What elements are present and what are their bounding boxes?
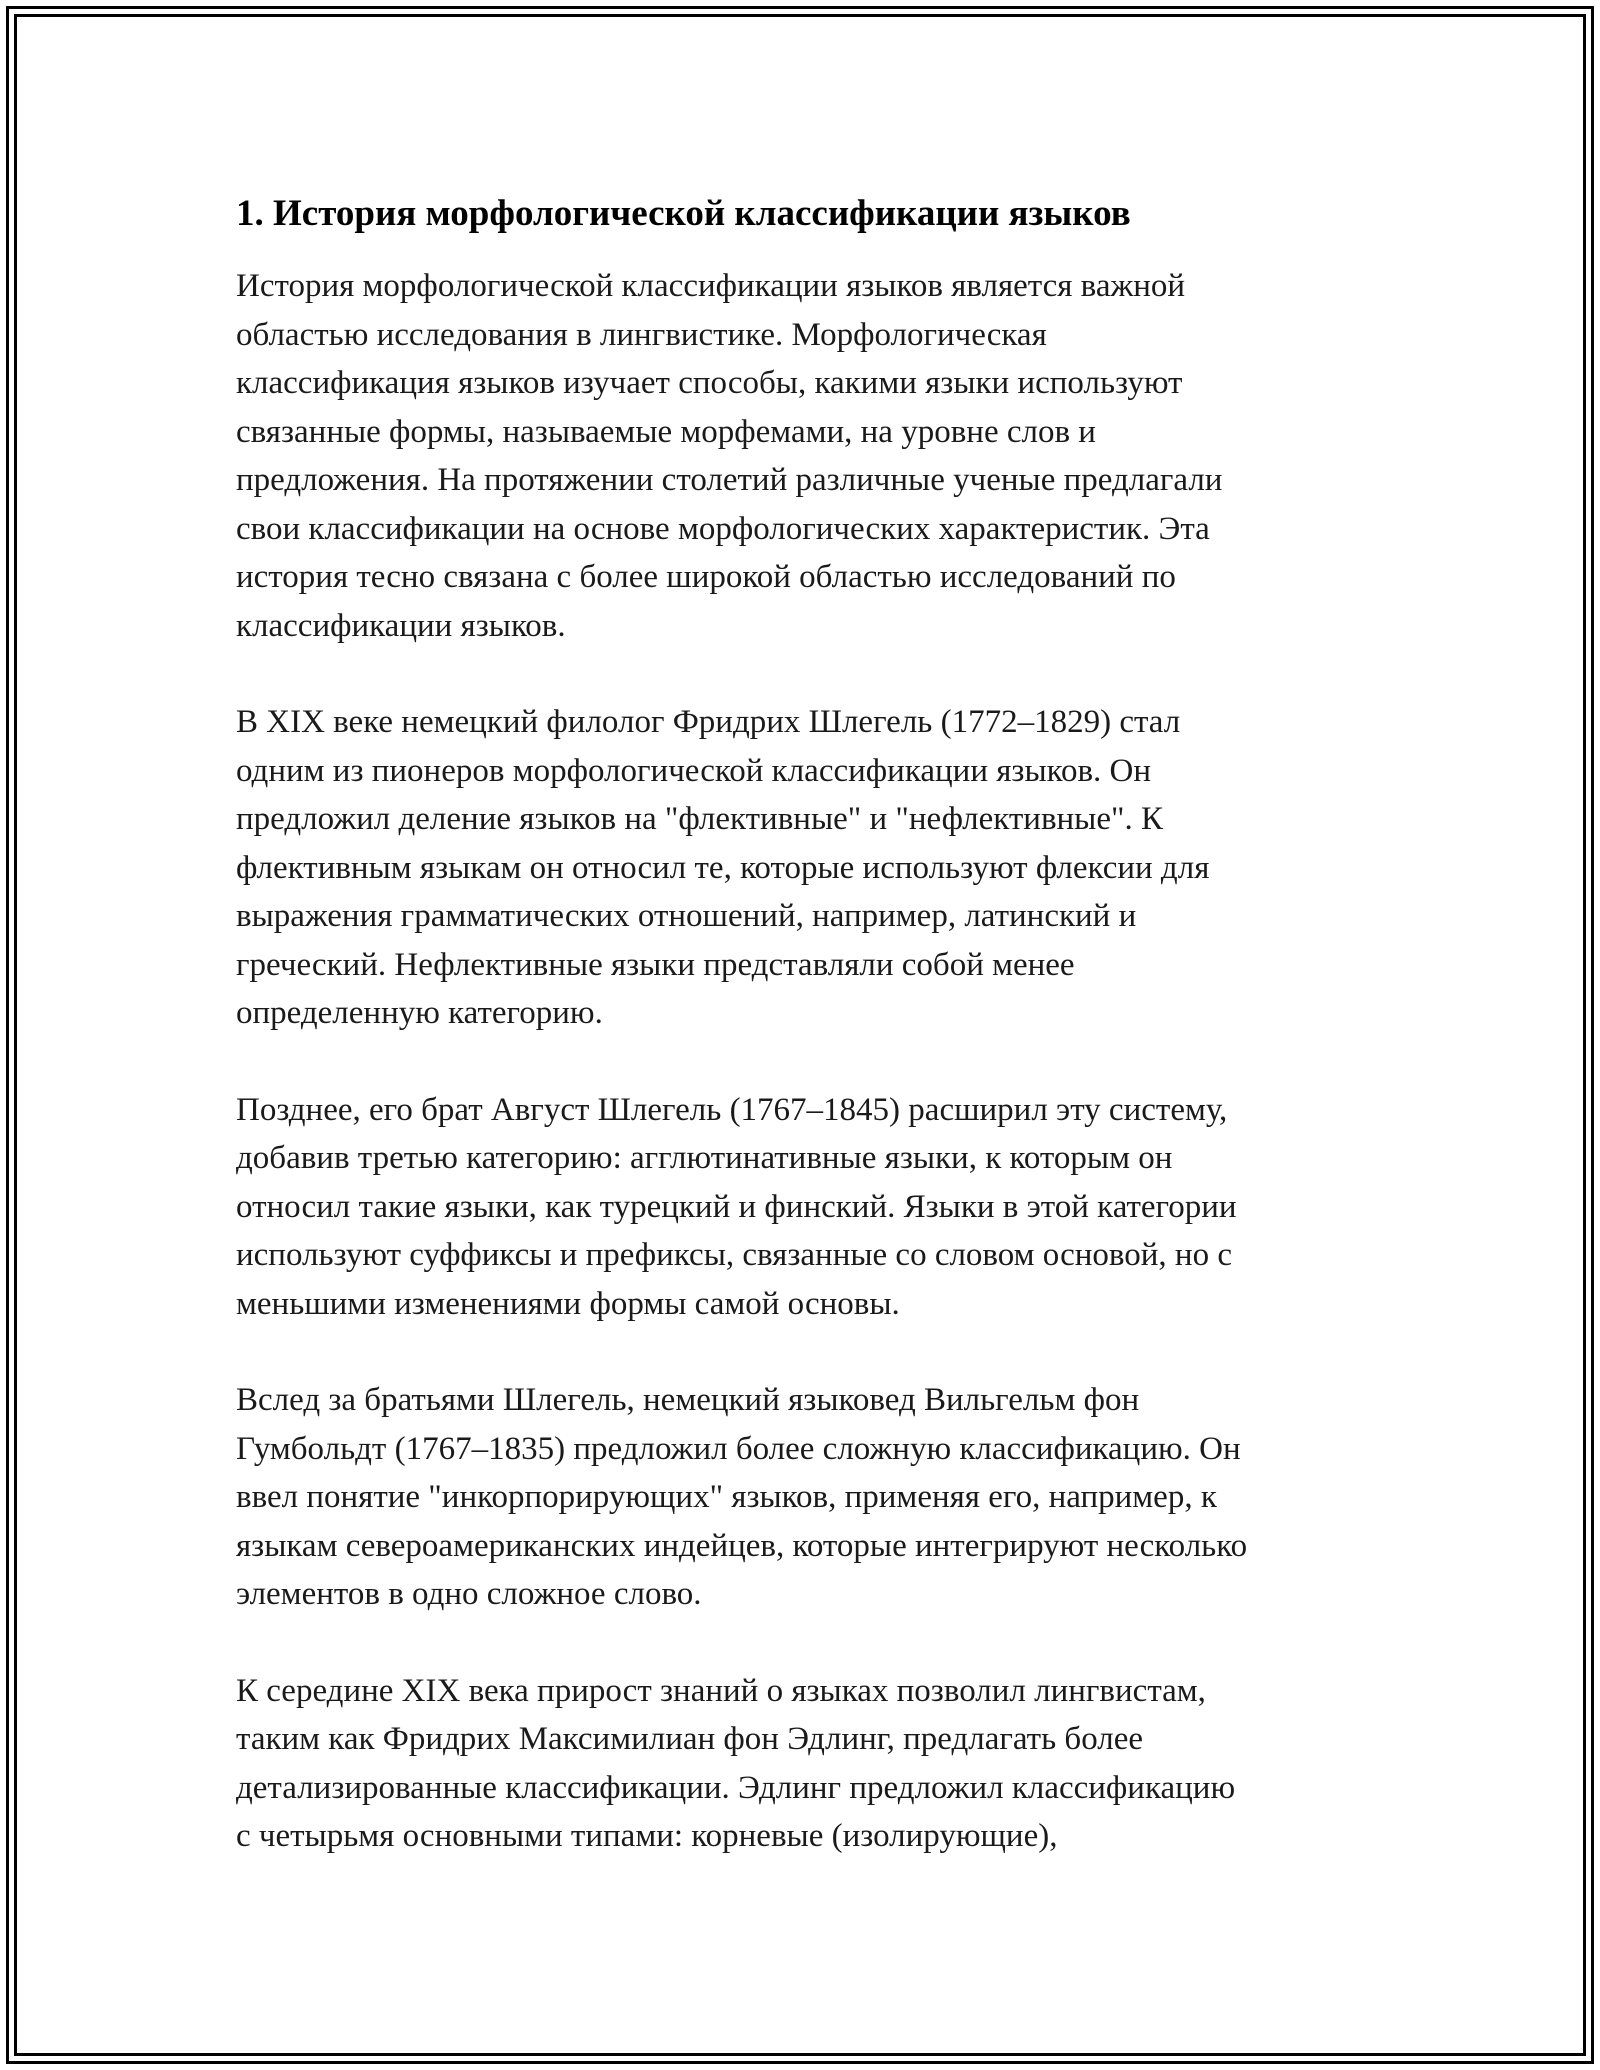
- section-heading: 1. История морфологической классификации языков: [236, 193, 1131, 234]
- paragraph-edling: К середине XIX века прирост знаний о языках позволил лингвистам, таким как Фридрих Максимилиан фон Эдлинг, предлагать более детализированные классификации. Эдлинг предложил классификацию с четырьмя основными типами: корневые (изолирующие),: [236, 1672, 1236, 1854]
- paragraph-friedrich-schlegel: В XIX веке немецкий филолог Фридрих Шлегель (1772–1829) стал одним из пионеров морфологической классификации языков. Он предложил деление языков на "флективные" и "нефлективные". К флективным языкам он относил те, которые используют флексии для выражения грамматических отношений, например, латинский и греческий. Нефлективные языки представляли собой менее определенную категорию.: [236, 704, 1210, 1031]
- document-page: [236, 190, 1386, 1909]
- paragraph-humboldt: Вслед за братьями Шлегель, немецкий языковед Вильгельм фон Гумбольдт (1767–1835) предложил более сложную классификацию. Он ввел понятие "инкорпорирующих" языков, применяя его, например, к языкам североамериканских индейцев, которые интегрируют несколько элементов в одно сложное слово.: [236, 1382, 1248, 1612]
- paragraph-august-schlegel: Позднее, его брат Август Шлегель (1767–1845) расширил эту систему, добавив третью категорию: агглютинативные языки, к которым он относил такие языки, как турецкий и финский. Языки в этой категории используют суффиксы и префиксы, связанные со словом основой, но с меньшими изменениями формы самой основы.: [236, 1091, 1237, 1322]
- paragraph-intro: История морфологической классификации языков является важной областью исследования в лингвистике. Морфологическая классификация языков изучает способы, какими языки используют связанные формы, называемые морфемами, на уровне слов и предложения. На протяжении столетий различные ученые предлагали свои классификации на основе морфологических характеристик. Эта история тесно связана с более широкой областью исследований по классификации языков.: [236, 268, 1223, 644]
